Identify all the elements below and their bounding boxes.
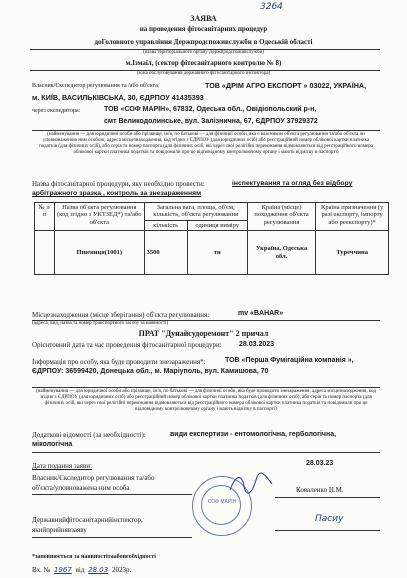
registration-line: [32, 566, 131, 574]
handwritten-doc-number: 3264: [260, 2, 283, 12]
footnote: *заповнюється за наявностітаабонеобхідності: [32, 554, 156, 560]
inspector-signature: Пасиу: [315, 514, 344, 524]
applicant-value-1: ТОВ «ДРІМ АГРО ЕКСПОРТ » 03022, УКРАЇНА,: [205, 81, 367, 90]
reg-number: 1967: [54, 566, 72, 574]
addressee-caption: (назва територіального органу Держпродспоживслужби): [143, 50, 264, 55]
storage-label: Місцезнаходження (місце зберігання) об'єкта регулювання:: [32, 311, 210, 319]
cell-qty: 3500: [144, 231, 187, 275]
app-date-value: 28.03.23: [306, 460, 334, 467]
th-num: № з/п: [35, 203, 55, 231]
inspector-label-2: якийприйнявзаяву: [32, 526, 87, 534]
th-unit: одиниця виміру: [187, 220, 247, 230]
th-qty: кількість: [144, 220, 187, 230]
doc-subtitle: на проведення фітосанітарних процедур: [139, 25, 268, 33]
stamp-text: СОФ МАРІН: [207, 499, 237, 505]
storage-caption: (адреса, вид, назва та номер транспортного засобу за наявності): [32, 321, 169, 326]
date-value: 28.03.2023: [239, 341, 275, 348]
post-caption: (зона обслуговування державного фітосанітарного інспектора): [136, 71, 271, 76]
regulated-objects-table: [34, 202, 389, 275]
th-dest: Країна призначення (у разі експорту, імпорту або реекспорту)*: [316, 203, 389, 231]
port-name: ПРАТ "Дунайсудоремонт" 2 причал: [138, 329, 269, 338]
th-weight: Загальна вага, площа, об'єм, кількість, об'єкта регулювання: [144, 203, 247, 221]
forwarder-value-1: ТОВ «СОФ МАРІН», 67832, Одеська обл., Овідіопольский р-н,: [104, 106, 317, 113]
reg-prefix: Вх. №: [32, 566, 51, 574]
disinfection-small-print: (найменування — для юридичної особи або прізвище, ім'я, по батькові — для фізичної особи, яка буде проводити знезараження, адреса місцезнаходження, код згідно з ЄДРПОУ (для юридичних осіб) або реєстраційний номер облікової картки платника податків (для фізичних осіб), або серія та номер паспорта (для фізичних осіб, які через свої релігійні переконання відмовляються від реєстраційного номера облікової картки платника податків та повідомили про це відповідному контролюючому органу і мають відмітку в паспорті): [36, 389, 376, 412]
addressee: доГоловного управління Держпродспоживслужби в Одеській області: [94, 38, 313, 46]
extra-value-2: мікологічна: [32, 441, 73, 448]
owner-signature: [228, 470, 274, 496]
reg-from: від: [75, 566, 85, 574]
owner-label-2: об'єкта/уповноважена ним особа: [32, 484, 130, 492]
disinfection-label: Інформація про особу, яка буде проводити знезараження*:: [32, 358, 206, 366]
disinfection-value-2: ЄДРПОУ: 36599420, Донецька обл., м. Маріуполь, вул. Камишова, 70: [32, 368, 269, 375]
reg-year: 2023р.: [111, 566, 132, 574]
procedure-value-1: інспектування та огляд без відбору: [232, 180, 353, 187]
storage-value: mv «BAHAR»: [238, 310, 284, 317]
date-label: Орієнтовний дата та час проведення фітосанітарної процедури:: [32, 341, 222, 349]
post-name: м.Ізмаїл, (сектор фітосанітарного контролю № 8): [125, 59, 282, 67]
owner-label-1: Власник/Єкспедитор регулювання та/або: [32, 474, 155, 482]
reg-date: 28.03: [88, 566, 109, 574]
extra-label: Додаткові відомості (за необхідності):: [32, 431, 146, 439]
inspector-label-1: Державнийфітосанітарнийінспектор,: [32, 516, 143, 524]
doc-title: ЗАЯВА: [190, 14, 217, 23]
applicant-value-2: м. КИЇВ, ВАСИЛЬКІВСЬКА, 30, ЄДРПОУ 41435393: [32, 93, 204, 102]
forwarder-label: через експедитора:: [32, 108, 81, 114]
procedure-label: Назва фітосанітарної процедури, яку необхідно провести:: [32, 180, 205, 188]
cell-dest: Туреччина: [316, 231, 389, 275]
forwarder-value-2: смт Великодолинське, вул. Залізнична, 67, ЄДРПОУ 37929372: [104, 118, 318, 125]
app-date-label: Дата подання заяви:: [32, 462, 92, 470]
th-origin: Країна (місце) походження об'єкта регулювання: [247, 203, 315, 231]
th-name: Назва об'єкта регулювання (код згідно з УКТЗЕД*) та/або об'єкта: [55, 203, 145, 231]
applicant-small-print: (найменування — для юридичної особи або прізвище, ім'я, по батькові — для фізичної особи, яка є власником об'єкта регулювання та/або об'єкта чи уповноваженою ним особою, адреса місцезнаходження, код згідно з ЄДРПОУ (для юридичних осіб) або реєстраційний номер облікової картки платника податків (для фізичних осіб), або серія та номер паспорта (для фізичних осіб, які через свої релігійні переконання відмовляються від реєстраційного номера облікової картки платника податків та повідомили про це відповідному контролюючому органу і мають відмітку в паспорті): [39, 132, 373, 155]
extra-value-1: види експертизи - ентомологічна, гербологічна,: [170, 431, 337, 438]
cell-name: Пшениця(1001): [55, 231, 145, 275]
owner-name: Коваленко Н.М.: [296, 486, 344, 494]
cell-origin: Україна, Одеська обл.: [247, 231, 315, 275]
cell-unit: тн: [187, 231, 247, 275]
disinfection-value-1: ТОВ «Перша Фумігаційна компанія »,: [225, 357, 354, 364]
procedure-value-2: арбітражного зразка , контроль за знезараженням: [32, 190, 202, 197]
applicant-label: Власник/Єкспедитор регулювання та /або об'єкта:: [32, 83, 160, 89]
